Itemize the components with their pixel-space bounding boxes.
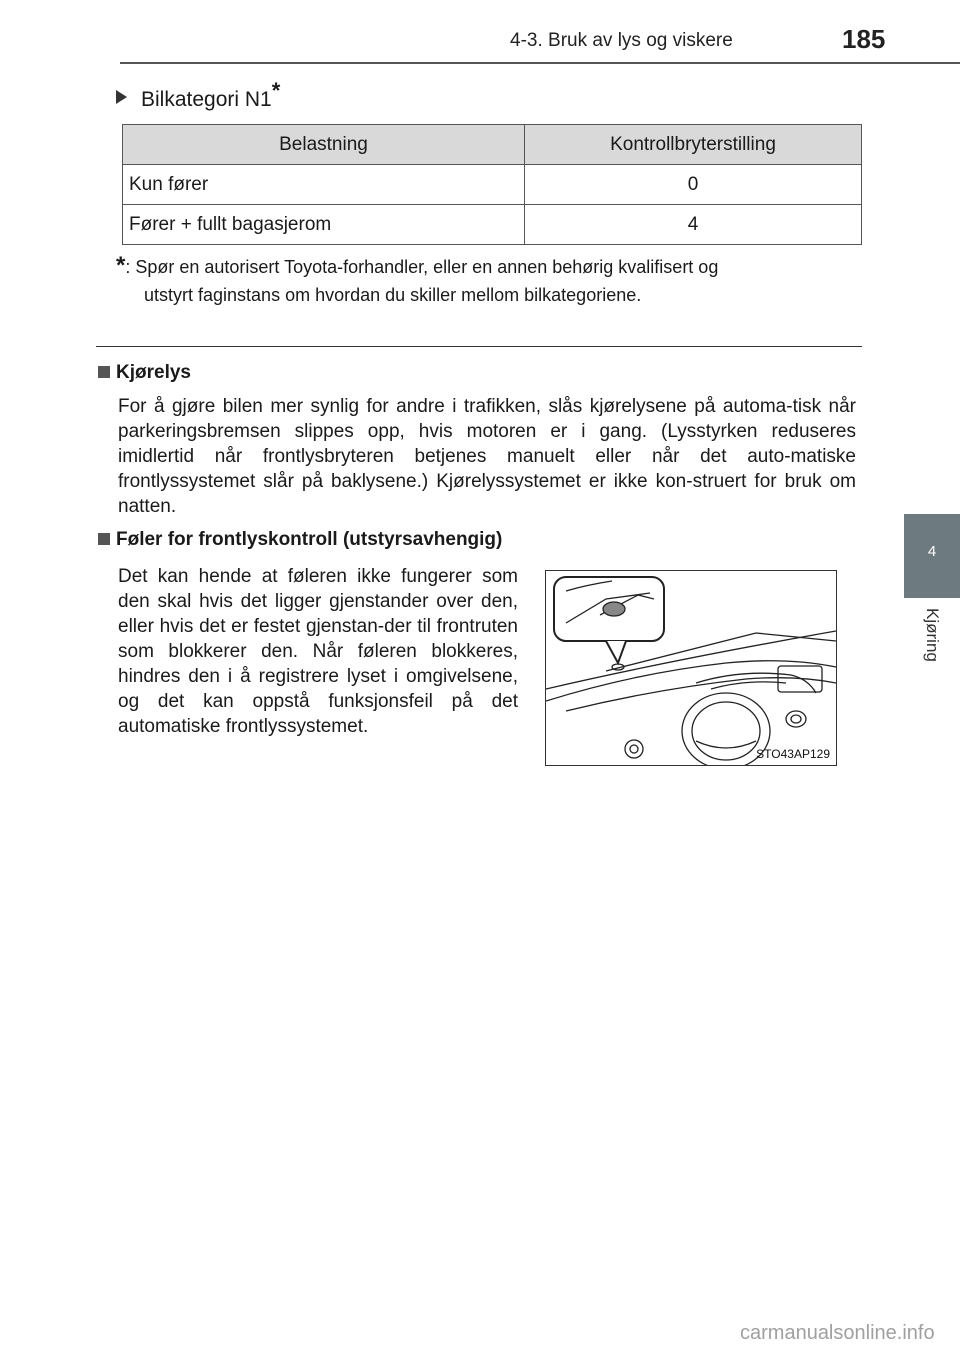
header-section-title: 4-3. Bruk av lys og viskere	[510, 30, 733, 51]
table-cell-load: Kun fører	[123, 165, 525, 205]
table-header-load: Belastning	[123, 125, 525, 165]
square-bullet-icon	[98, 366, 110, 378]
category-title: Bilkategori N1	[141, 88, 272, 111]
square-bullet-icon	[98, 533, 110, 545]
chapter-tab	[904, 514, 960, 598]
section-title-text: Føler for frontlyskontroll (utstyrsavhengig)	[116, 529, 503, 550]
load-setting-table	[122, 124, 862, 245]
table-header-row	[123, 125, 862, 165]
table-row	[123, 165, 862, 205]
dashboard-drawing	[546, 571, 836, 765]
table-row	[123, 205, 862, 245]
triangle-bullet-icon	[116, 90, 127, 104]
section-title-sensor	[98, 529, 502, 551]
chapter-name: Kjøring	[923, 608, 942, 662]
footnote-star: *	[116, 252, 126, 279]
footnote-text-line1: : Spør en autorisert Toyota-forhandler, eller en annen behørig kvalifisert og	[125, 257, 719, 277]
table-cell-setting: 4	[525, 205, 862, 245]
section-title-kjorelys	[98, 362, 191, 384]
chapter-number: 4	[927, 543, 937, 560]
table-cell-setting: 0	[525, 165, 862, 205]
watermark: carmanualsonline.info	[740, 1322, 935, 1344]
footnote	[116, 252, 858, 309]
table-header-setting: Kontrollbryterstilling	[525, 125, 862, 165]
section-divider	[96, 346, 862, 347]
footnote-marker: *	[271, 78, 281, 103]
section-body-kjorelys: For å gjøre bilen mer synlig for andre i trafikken, slås kjørelysene på automa-tisk når parkeringsbremsen slippes opp, hvis motoren er i gang. (Lysstyrken reduseres imidlertid når frontlysbryteren betjenes manuelt eller når det auto-matiske frontlyssystemet slår på baklysene.) Kjørelyssystemet er ikke kon-struert for bruk om natten.	[118, 396, 856, 517]
table-cell-load: Fører + fullt bagasjerom	[123, 205, 525, 245]
category-heading	[116, 78, 280, 112]
section-title-text: Kjørelys	[116, 362, 191, 383]
header-rule	[120, 62, 960, 64]
page-number: 185	[842, 24, 886, 54]
figure-code: STO43AP129	[756, 747, 830, 761]
footnote-text-line2: utstyrt faginstans om hvordan du skiller mellom bilkategoriene.	[144, 285, 642, 305]
section-body-sensor: Det kan hende at føleren ikke fungerer som den skal hvis det ligger gjenstander over den, eller hvis det er festet gjenstan-der til frontruten som blokkerer den. Når føleren blokkeres, hindres den i å registrere lyset i omgivelsene, og det kan oppstå funksjonsfeil på det automatiske frontlyssystemet.	[118, 566, 518, 737]
dashboard-sensor-illustration	[545, 570, 837, 766]
